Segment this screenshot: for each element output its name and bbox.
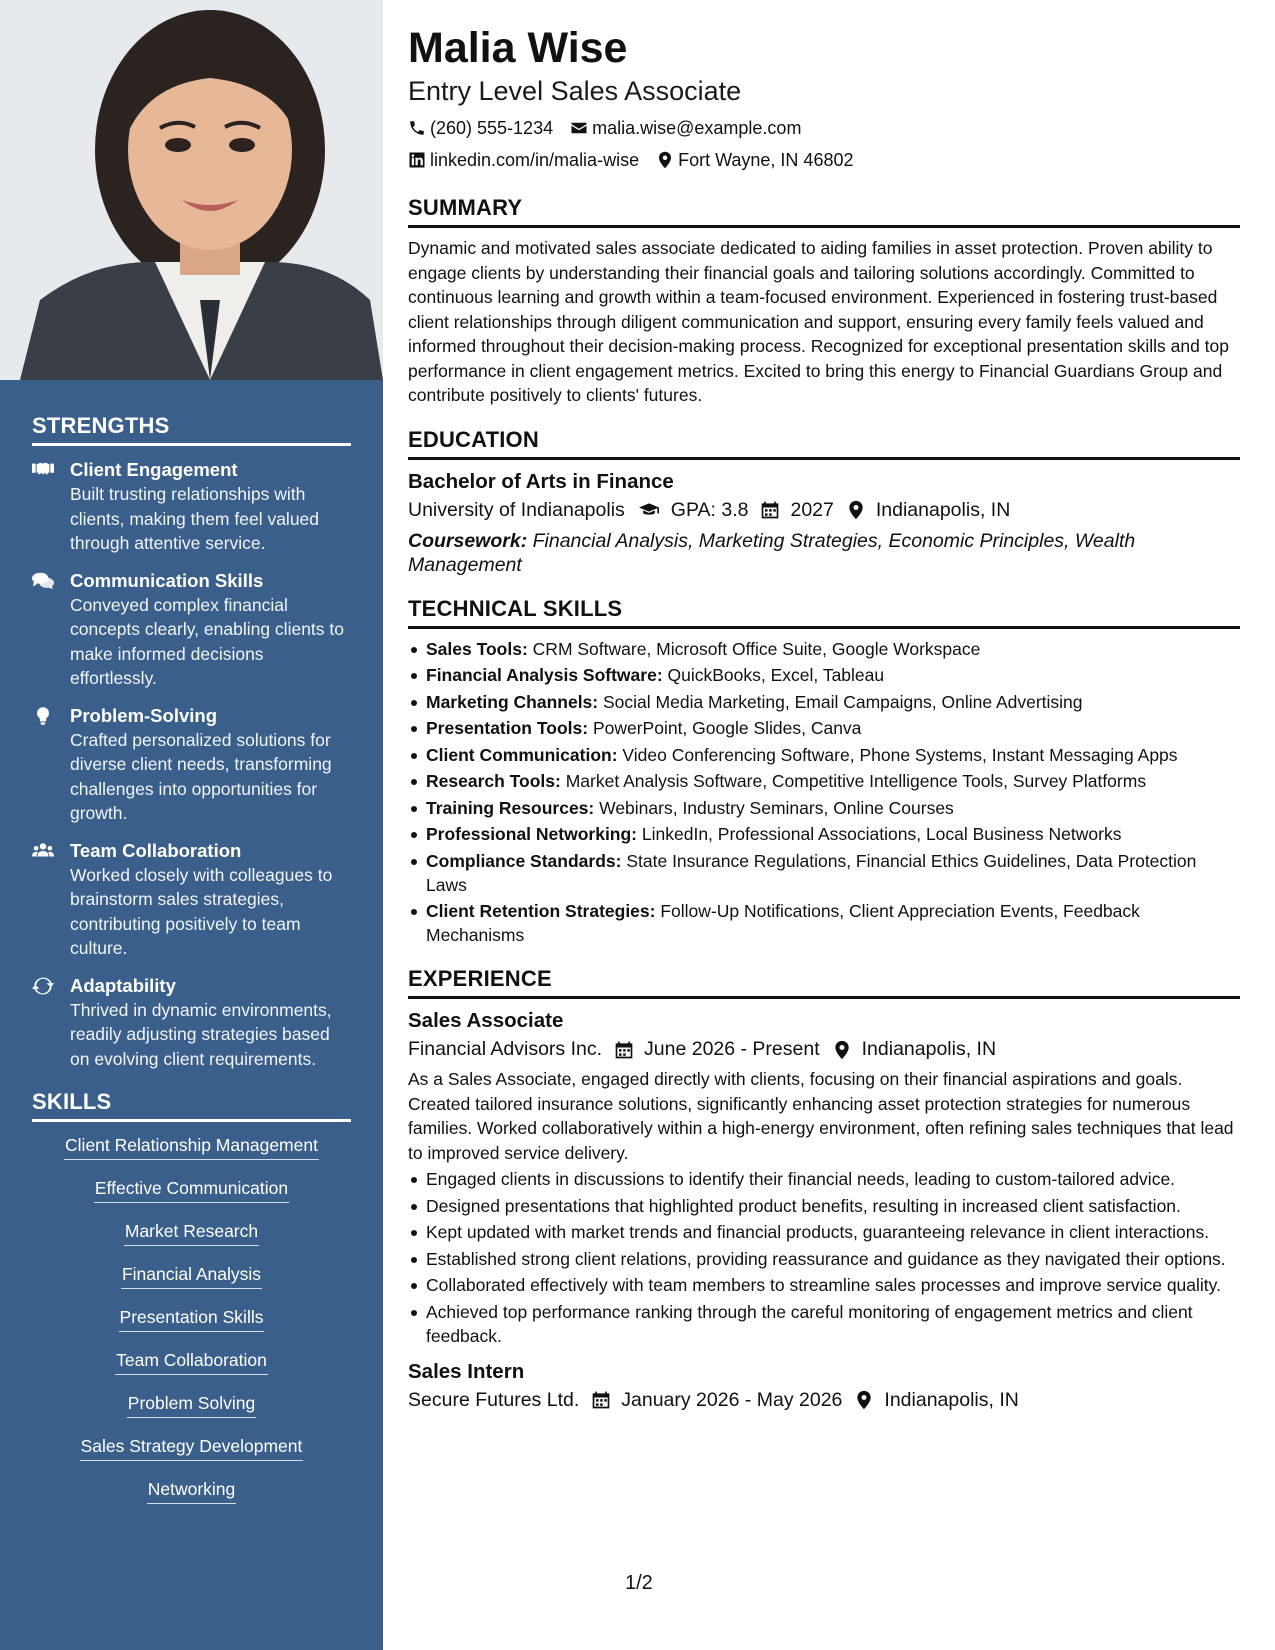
strength-description: Worked closely with colleagues to brainstorm sales strategies, contributing positively to team culture. xyxy=(70,864,333,958)
list-item: Research Tools: Market Analysis Software, Competitive Intelligence Tools, Survey Platforms xyxy=(408,769,1240,793)
job-location: Indianapolis, IN xyxy=(854,1385,1018,1416)
list-item: Training Resources: Webinars, Industry Seminars, Online Courses xyxy=(408,796,1240,820)
lightbulb-icon xyxy=(32,704,70,826)
job-entry xyxy=(408,1007,1240,1348)
contact-row xyxy=(408,112,1240,144)
company-name: Secure Futures Ltd. xyxy=(408,1388,580,1411)
list-item: Sales Tools: CRM Software, Microsoft Office Suite, Google Workspace xyxy=(408,637,1240,661)
list-item: Financial Analysis Software: QuickBooks, Excel, Tableau xyxy=(408,663,1240,687)
job-title: Sales Intern xyxy=(408,1359,525,1383)
phone-icon xyxy=(408,119,426,137)
job-entry xyxy=(408,1358,1240,1416)
calendar-icon xyxy=(614,1040,634,1060)
contact-location: Fort Wayne, IN 46802 xyxy=(656,144,853,176)
skill-item: Problem Solving xyxy=(32,1392,351,1418)
map-marker-icon xyxy=(832,1040,852,1060)
strength-title: Team Collaboration xyxy=(70,839,242,861)
strength-item xyxy=(32,974,351,1072)
calendar-icon xyxy=(760,500,780,520)
summary-section xyxy=(408,194,1240,408)
map-marker-icon xyxy=(854,1390,874,1410)
list-item: Designed presentations that highlighted product benefits, resulting in increased client satisfaction. xyxy=(408,1194,1240,1218)
school-location: Indianapolis, IN xyxy=(846,495,1010,526)
school-name: University of Indianapolis xyxy=(408,498,625,521)
skill-item: Presentation Skills xyxy=(32,1306,351,1332)
users-icon xyxy=(32,839,70,961)
technical-skills-heading: TECHNICAL SKILLS xyxy=(408,595,1240,629)
strength-item xyxy=(32,569,351,691)
degree-title: Bachelor of Arts in Finance xyxy=(408,469,674,493)
envelope-icon xyxy=(570,119,588,137)
skills-list xyxy=(32,1134,351,1504)
job-summary: As a Sales Associate, engaged directly with clients, focusing on their financial aspirations and goals. Created tailored insurance solutions, significantly enhancing asset protection strategies for numerous families. Worked collaboratively within a high-energy environment, often refining sales techniques that lead to improved service delivery. xyxy=(408,1069,1234,1163)
page-number: 1/2 xyxy=(625,1572,653,1594)
gpa: GPA: 3.8 xyxy=(637,495,749,526)
graduation-cap-icon xyxy=(637,500,661,520)
skill-item: Financial Analysis xyxy=(32,1263,351,1289)
technical-skills-list xyxy=(408,637,1240,948)
experience-heading: EXPERIENCE xyxy=(408,965,1240,999)
job-meta xyxy=(408,1385,1240,1416)
skill-item: Market Research xyxy=(32,1220,351,1246)
strength-description: Thrived in dynamic environments, readily adjusting strategies based on evolving client requirements. xyxy=(70,999,332,1069)
list-item: Professional Networking: LinkedIn, Professional Associations, Local Business Networks xyxy=(408,822,1240,846)
company-name: Financial Advisors Inc. xyxy=(408,1038,603,1060)
candidate-name: Malia Wise xyxy=(408,24,628,72)
handshake-icon xyxy=(32,458,70,556)
education-heading: EDUCATION xyxy=(408,426,1240,460)
list-item: Client Retention Strategies: Follow-Up Notifications, Client Appreciation Events, Feedback Mechanisms xyxy=(408,899,1240,947)
summary-text: Dynamic and motivated sales associate dedicated to aiding families in asset protection. Proven ability to engage clients by understanding their financial goals and tailoring solutions accordingly. Committed to continuous learning and growth within a team-focused environment. Experienced in fostering trust-based client relationships through diligent communication and support, ensuring every family feels valued and informed throughout their decision-making process. Recognized for exceptional presentation skills and top performance in client engagement metrics. Excited to bring this energy to Financial Guardians Group and contribute positively to clients' futures. xyxy=(408,238,1230,405)
skills-heading: SKILLS xyxy=(32,1089,351,1122)
list-item: Achieved top performance ranking through the careful monitoring of engagement metrics and client feedback. xyxy=(408,1300,1240,1348)
sync-icon xyxy=(32,974,70,1072)
skill-item: Client Relationship Management xyxy=(32,1134,351,1160)
strength-item xyxy=(32,458,351,556)
job-location: Indianapolis, IN xyxy=(832,1034,996,1065)
graduation-year: 2027 xyxy=(760,495,833,526)
list-item: Collaborated effectively with team members to streamline sales processes and improve service quality. xyxy=(408,1273,1240,1297)
contact-linkedin[interactable]: linkedin.com/in/malia-wise xyxy=(408,144,639,176)
strength-title: Communication Skills xyxy=(70,569,264,591)
list-item: Marketing Channels: Social Media Marketing, Email Campaigns, Online Advertising xyxy=(408,690,1240,714)
contact-phone: (260) 555-1234 xyxy=(408,112,553,144)
strength-description: Crafted personalized solutions for diverse client needs, transforming challenges into opportunities for growth. xyxy=(70,729,332,823)
sidebar xyxy=(0,0,383,1650)
skill-item: Effective Communication xyxy=(32,1177,351,1203)
contact-row xyxy=(408,144,1240,176)
list-item: Kept updated with market trends and financial products, guaranteeing relevance in client interactions. xyxy=(408,1220,1240,1244)
list-item: Established strong client relations, providing reassurance and guidance as they navigated their options. xyxy=(408,1247,1240,1271)
strength-title: Adaptability xyxy=(70,974,176,996)
profile-photo xyxy=(0,0,383,380)
strength-title: Client Engagement xyxy=(70,459,238,480)
map-marker-icon xyxy=(846,500,866,520)
map-marker-icon xyxy=(656,151,674,169)
strength-description: Conveyed complex financial concepts clearly, enabling clients to make informed decisions effortlessly. xyxy=(70,594,344,688)
strength-item xyxy=(32,839,351,961)
skill-item: Networking xyxy=(32,1478,351,1504)
job-bullets xyxy=(408,1167,1240,1348)
skill-item: Sales Strategy Development xyxy=(32,1435,351,1461)
portrait-illustration xyxy=(0,0,383,380)
job-title: Sales Associate xyxy=(408,1009,564,1032)
strengths-heading: STRENGTHS xyxy=(32,413,351,446)
experience-section xyxy=(408,965,1240,1416)
job-dates: June 2026 - Present xyxy=(614,1034,820,1065)
strength-item xyxy=(32,704,351,826)
technical-skills-section xyxy=(408,595,1240,948)
education-section xyxy=(408,426,1240,577)
linkedin-icon xyxy=(408,151,426,169)
skill-item: Team Collaboration xyxy=(32,1349,351,1375)
strength-description: Built trusting relationships with clients, making them feel valued through attentive service. xyxy=(70,484,320,553)
coursework: Coursework: Financial Analysis, Marketing Strategies, Economic Principles, Wealth Management xyxy=(408,529,1136,576)
education-meta xyxy=(408,495,1240,526)
list-item: Engaged clients in discussions to identify their financial needs, leading to custom-tailored advice. xyxy=(408,1167,1240,1191)
main-content xyxy=(408,22,1240,1416)
job-meta xyxy=(408,1034,1240,1065)
list-item: Compliance Standards: State Insurance Regulations, Financial Ethics Guidelines, Data Protection Laws xyxy=(408,849,1240,897)
sidebar-content xyxy=(32,413,351,1521)
calendar-icon xyxy=(591,1390,611,1410)
comments-icon xyxy=(32,569,70,691)
strength-title: Problem-Solving xyxy=(70,704,217,726)
list-item: Presentation Tools: PowerPoint, Google Slides, Canva xyxy=(408,716,1240,740)
job-dates: January 2026 - May 2026 xyxy=(591,1385,842,1416)
candidate-role: Entry Level Sales Associate xyxy=(408,76,742,106)
summary-heading: SUMMARY xyxy=(408,194,1240,228)
contact-email[interactable]: malia.wise@example.com xyxy=(570,112,801,144)
list-item: Client Communication: Video Conferencing Software, Phone Systems, Instant Messaging Apps xyxy=(408,743,1240,767)
